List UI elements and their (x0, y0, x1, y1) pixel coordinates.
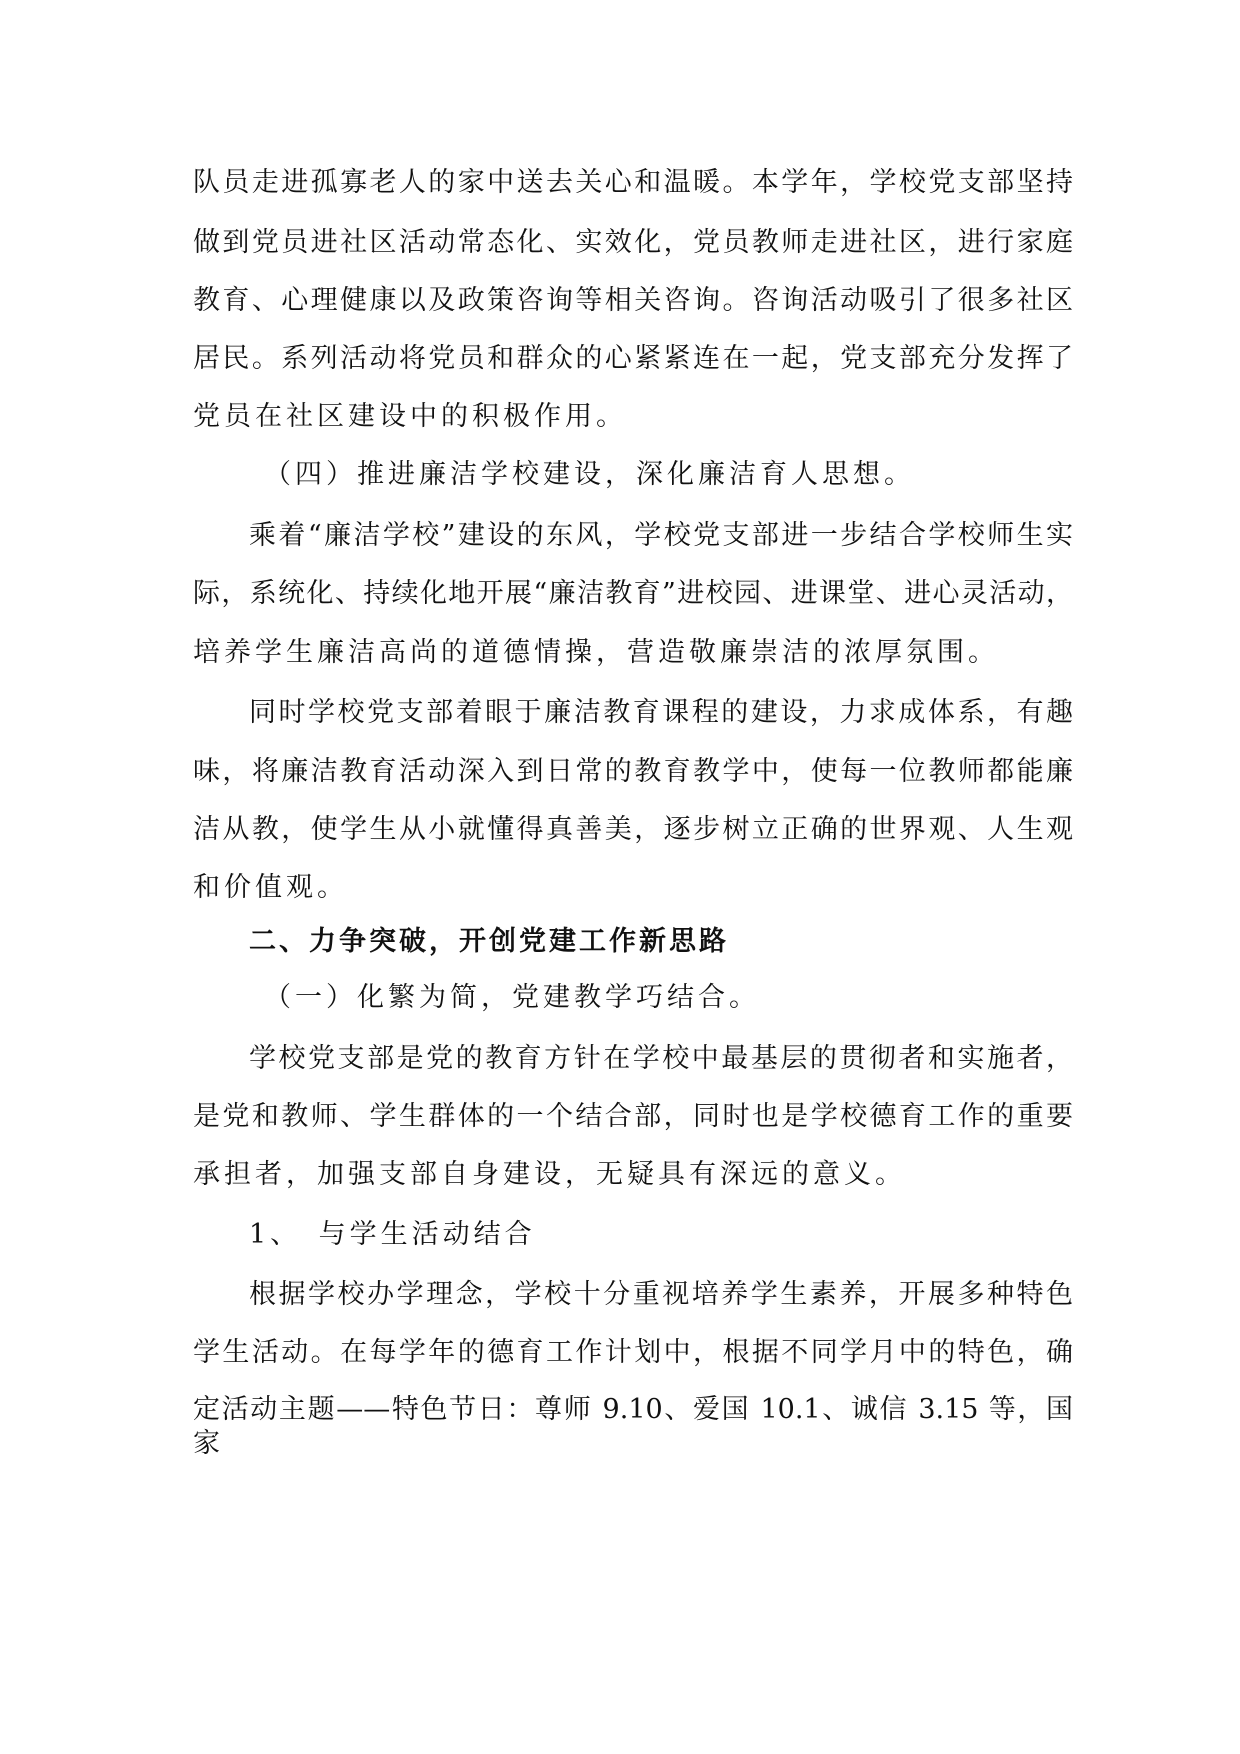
section-subheading: （四）推进廉洁学校建设，深化廉洁育人思想。 (264, 459, 915, 490)
text-line: 队员走进孤寡老人的家中送去关心和温暖。本学年，学校党支部坚持 (193, 167, 1073, 198)
text-line: 居民。系列活动将党员和群众的心紧紧连在一起，党支部充分发挥了 (193, 343, 1073, 374)
text-line: 学校党支部是党的教育方针在学校中最基层的贯彻者和实施者， (249, 1043, 1073, 1074)
text-line: 定活动主题——特色节日：尊师 9.10、爱国 10.1、诚信 3.15 等，国 (193, 1394, 1073, 1425)
text-line: 和价值观。 (193, 872, 348, 903)
text-line: 学生活动。在每学年的德育工作计划中，根据不同学月中的特色，确 (193, 1337, 1073, 1368)
text-line: 际，系统化、持续化地开展“廉洁教育”进校园、进课堂、进心灵活动， (193, 578, 1073, 609)
text-line: 培养学生廉洁高尚的道德情操，营造敬廉崇洁的浓厚氛围。 (193, 637, 999, 668)
text-line: 家 (193, 1428, 224, 1459)
text-line: 同时学校党支部着眼于廉洁教育课程的建设，力求成体系，有趣 (249, 697, 1073, 728)
text-line: 是党和教师、学生群体的一个结合部，同时也是学校德育工作的重要 (193, 1101, 1073, 1132)
text-line: 根据学校办学理念，学校十分重视培养学生素养，开展多种特色 (249, 1279, 1073, 1310)
section-subheading: （一）化繁为简，党建教学巧结合。 (264, 982, 760, 1013)
text-line: 党员在社区建设中的积极作用。 (193, 401, 627, 432)
text-line: 承担者，加强支部自身建设，无疑具有深远的意义。 (193, 1159, 906, 1190)
list-item-heading: 1、 与学生活动结合 (249, 1219, 536, 1250)
text-line: 味，将廉洁教育活动深入到日常的教育教学中，使每一位教师都能廉 (193, 756, 1073, 787)
section-heading: 二、力争突破，开创党建工作新思路 (249, 926, 729, 957)
text-line: 教育、心理健康以及政策咨询等相关咨询。咨询活动吸引了很多社区 (193, 285, 1073, 316)
text-line: 乘着“廉洁学校”建设的东风，学校党支部进一步结合学校师生实 (249, 520, 1073, 551)
text-line: 做到党员进社区活动常态化、实效化，党员教师走进社区，进行家庭 (193, 227, 1073, 258)
text-line: 洁从教，使学生从小就懂得真善美，逐步树立正确的世界观、人生观 (193, 814, 1073, 845)
